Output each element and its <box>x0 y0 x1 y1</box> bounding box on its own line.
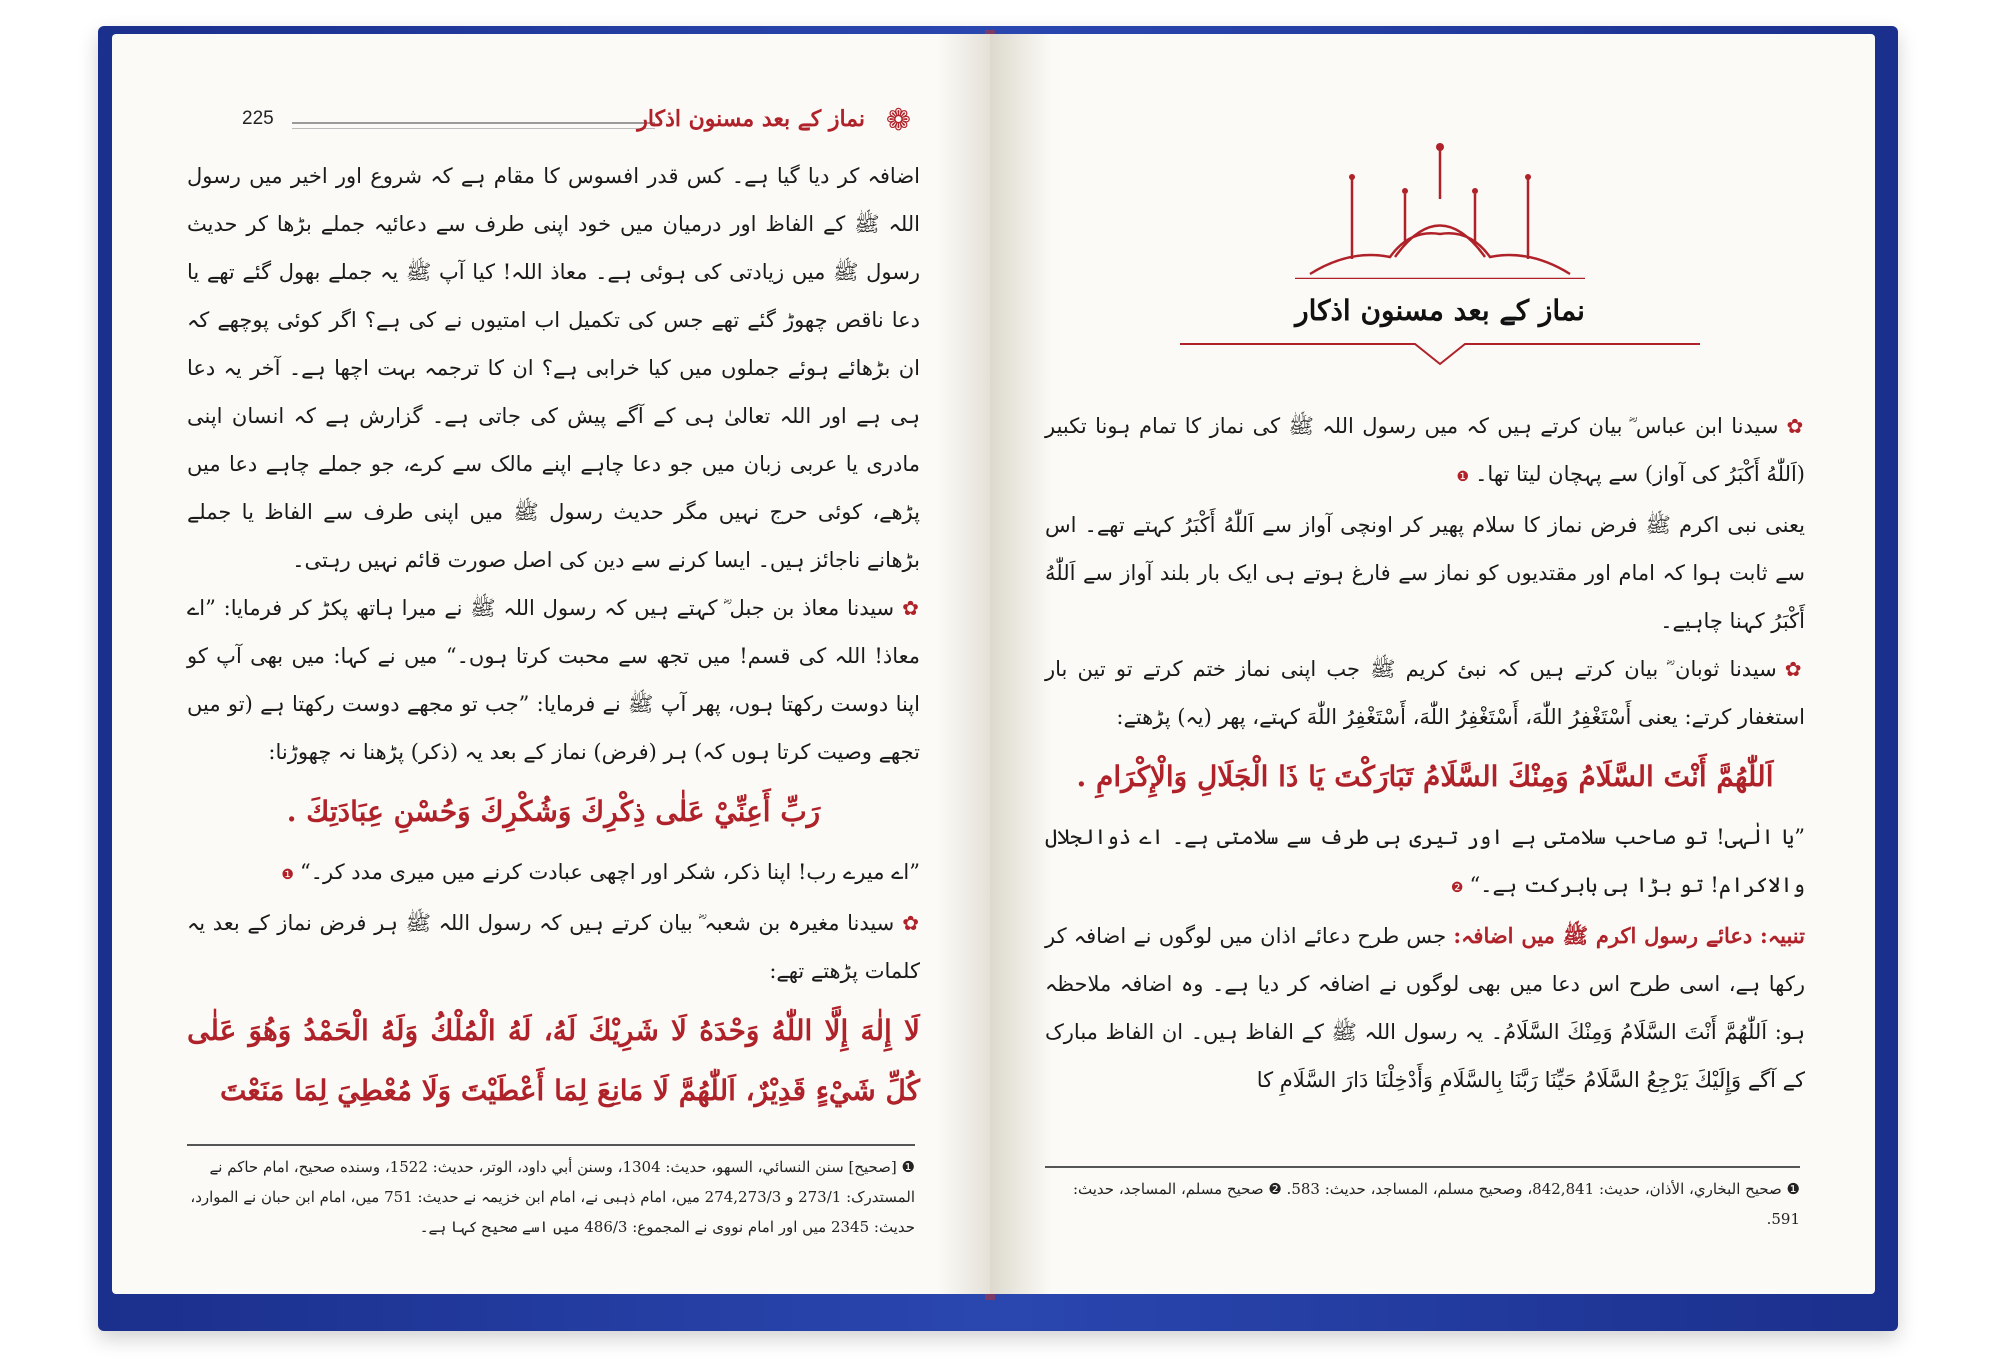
paragraph: یعنی نبی اکرم ﷺ فرض نماز کا سلام پھیر کر اونچی آواز سے اَللّٰهُ أَكْبَرُ کہتے تھے۔ اس سے ثابت ہوا کہ امام اور مقتدیوں کو نماز سے فارغ ہوتے ہی ایک بار بلند آواز سے اَللّٰهُ أَكْبَرُ کہنا چاہیے۔ <box>1045 513 1805 633</box>
paragraph: ✿سیدنا ابن عباس ؓ بیان کرتے ہیں کہ میں رسول اللہ ﷺ کی نماز کا تمام ہونا تکبیر (اَللّٰهُ أَكْبَرُ کی آواز) سے پہچان لیتا تھا۔❶ <box>1045 414 1805 486</box>
paragraph: اضافہ کر دیا گیا ہے۔ کس قدر افسوس کا مقام ہے کہ شروع اور اخیر میں رسول اللہ ﷺ کے الفاظ اور درمیان میں خود اپنی طرف سے دعائیہ جملے بڑھا کر حدیث رسول ﷺ میں زیادتی کی ہوئی ہے۔ معاذ اللہ! کیا آپ ﷺ یہ جملے بھول گئے تھے یا دعا ناقص چھوڑ گئے تھے جس کی تکمیل اب امتیوں نے کی ہے؟ اگر کوئی پوچھے کہ ان بڑھائے ہوئے جملوں میں کیا خرابی ہے؟ ان کا ترجمہ بہت اچھا ہے۔ آخر یہ دعا ہی ہے اور اللہ تعالیٰ ہی کے آگے پیش کی جاتی ہے۔ گزارش ہے کہ انسان اپنی مادری یا عربی زبان میں جو دعا چاہے اپنے مالک سے کرے، جو جملے چاہے دعا میں پڑھے، کوئی حرج نہیں مگر حدیث رسول ﷺ میں اپنی طرف سے الفاظ یا جملے بڑھانے ناجائز ہیں۔ ایسا کرنے سے دین کی اصل صورت قائم نہیں رہتی۔ <box>187 164 920 572</box>
paragraph: ✿سیدنا ثوبان ؓ بیان کرتے ہیں کہ نبئ کریم ﷺ جب اپنی نماز ختم کرتے تو تین بار استغفار کرتے: یعنی أَسْتَغْفِرُ اللّٰهَ، أَسْتَغْفِرُ اللّٰهَ، أَسْتَغْفِرُ اللّٰهَ کہتے، پھر (یہ) پڑھتے: <box>1045 657 1805 729</box>
header-rule <box>292 122 655 129</box>
star-bullet-icon: ✿ <box>902 911 920 935</box>
footnote-marker: ❶ <box>281 867 294 883</box>
footnote-rule <box>187 1144 915 1146</box>
footnote-rule <box>1045 1166 1800 1168</box>
flower-ornament-icon: ❁ <box>885 103 911 138</box>
footnote-marker: ❷ <box>1450 880 1464 896</box>
footnote-marker: ❶ <box>1456 469 1470 485</box>
arabic-supplication: لَا إِلٰهَ إِلَّا اللّٰهُ وَحْدَهُ لَا شَرِيْكَ لَهُ، لَهُ الْمُلْكُ وَلَهُ الْحَمْدُ وَهُوَ عَلٰى كُلِّ شَيْءٍ قَدِيْرٌ، اَللّٰهُمَّ لَا مَانِعَ لِمَا أَعْطَيْتَ وَلَا مُعْطِيَ لِمَا مَنَعْتَ <box>187 1014 920 1107</box>
right-page <box>990 34 1875 1294</box>
paragraph: ✿سیدنا مغیرہ بن شعبہ ؓ بیان کرتے ہیں کہ رسول اللہ ﷺ ہر فرض نماز کے بعد یہ کلمات پڑھتے تھے: <box>187 911 920 983</box>
mosque-ornament-icon <box>1290 139 1590 279</box>
translation: ”اے میرے رب! اپنا ذکر، شکر اور اچھی عبادت کرنے میں میری مدد کر۔“❶ <box>281 860 920 884</box>
paragraph: ✿سیدنا معاذ بن جبل ؓ کہتے ہیں کہ رسول اللہ ﷺ نے میرا ہاتھ پکڑ کر فرمایا: ”اے معاذ! اللہ کی قسم! میں تجھ سے محبت کرتا ہوں۔“ میں نے کہا: میں بھی آپ کو اپنا دوست رکھتا ہوں، پھر آپ ﷺ نے فرمایا: ”جب تو مجھے دوست رکھتا ہے (تو میں تجھے وصیت کرتا ہوں کہ) ہر (فرض) نماز کے بعد یہ (ذکر) پڑھنا نہ چھوڑنا: <box>187 596 920 764</box>
right-body <box>1045 402 1805 1104</box>
note-text: جس طرح دعائے اذان میں لوگوں نے اضافہ کر رکھا ہے، اسی طرح اس دعا میں بھی لوگوں نے اضافہ کر دیا ہے۔ وہ اضافہ ملاحظہ ہو: اَللّٰهُمَّ أَنْتَ السَّلَامُ وَمِنْكَ السَّلَامُ۔ یہ رسول اللہ ﷺ کے الفاظ ہیں۔ ان الفاظ مبارک کے آگے وَإِلَيْكَ يَرْجِعُ السَّلَامُ حَيِّنَا رَبَّنَا بِالسَّلَامِ وَأَدْخِلْنَا دَارَ السَّلَامِ کا <box>1045 924 1805 1092</box>
page-number: 225 <box>242 108 274 129</box>
left-page <box>112 34 990 1294</box>
title-underline-ornament <box>1175 339 1705 369</box>
translation: ”یا الٰہی! تو صاحب سلامتی ہے اور تیری ہی طرف سے سلامتی ہے۔ اے ذوالجلال والاکرام! تو بڑا ہی بابرکت ہے۔“❷ <box>1045 825 1805 897</box>
footnote: ❶ [صحیح] سنن النسائي، السهو، حدیث: 1304، وسنن أبي داود، الوتر، حدیث: 1522، وسنده صحيح، امام حاکم نے المستدرک: 273/1 و 274,273/3 میں، امام ذہبی نے، امام ابن خزیمہ نے حدیث: 751 میں، امام ابن حبان نے الموارد، حدیث: 2345 میں اور امام نووی نے المجموع: 486/3 میں اسے صحیح کہا ہے۔ <box>190 1158 915 1236</box>
running-title: نماز کے بعد مسنون اذکار <box>637 106 865 132</box>
note <box>1045 912 1805 1104</box>
chapter-title: نماز کے بعد مسنون اذکار <box>1295 294 1585 327</box>
arabic-supplication: اَللّٰهُمَّ أَنْتَ السَّلَامُ وَمِنْكَ السَّلَامُ تَبَارَكْتَ يَا ذَا الْجَلَالِ وَالْإِكْرَامِ . <box>1076 760 1774 793</box>
running-header <box>242 104 915 144</box>
star-bullet-icon: ✿ <box>1786 414 1805 438</box>
footnote: ❶ صحيح البخاري، الأذان، حديث: 842,841، وصحيح مسلم، المساجد، حديث: 583. ❷ صحيح مسلم، المساجد، حديث: 591. <box>1072 1180 1800 1228</box>
footnotes <box>187 1152 915 1242</box>
footnotes <box>1045 1174 1800 1234</box>
arabic-supplication: رَبِّ أَعِنِّيْ عَلٰى ذِكْرِكَ وَشُكْرِكَ وَحُسْنِ عِبَادَتِكَ . <box>286 795 821 828</box>
star-bullet-icon: ✿ <box>1784 657 1805 681</box>
star-bullet-icon: ✿ <box>902 596 920 620</box>
left-body <box>187 152 920 1127</box>
note-label: تنبیہ: دعائے رسول اکرم ﷺ میں اضافہ: <box>1453 923 1805 948</box>
